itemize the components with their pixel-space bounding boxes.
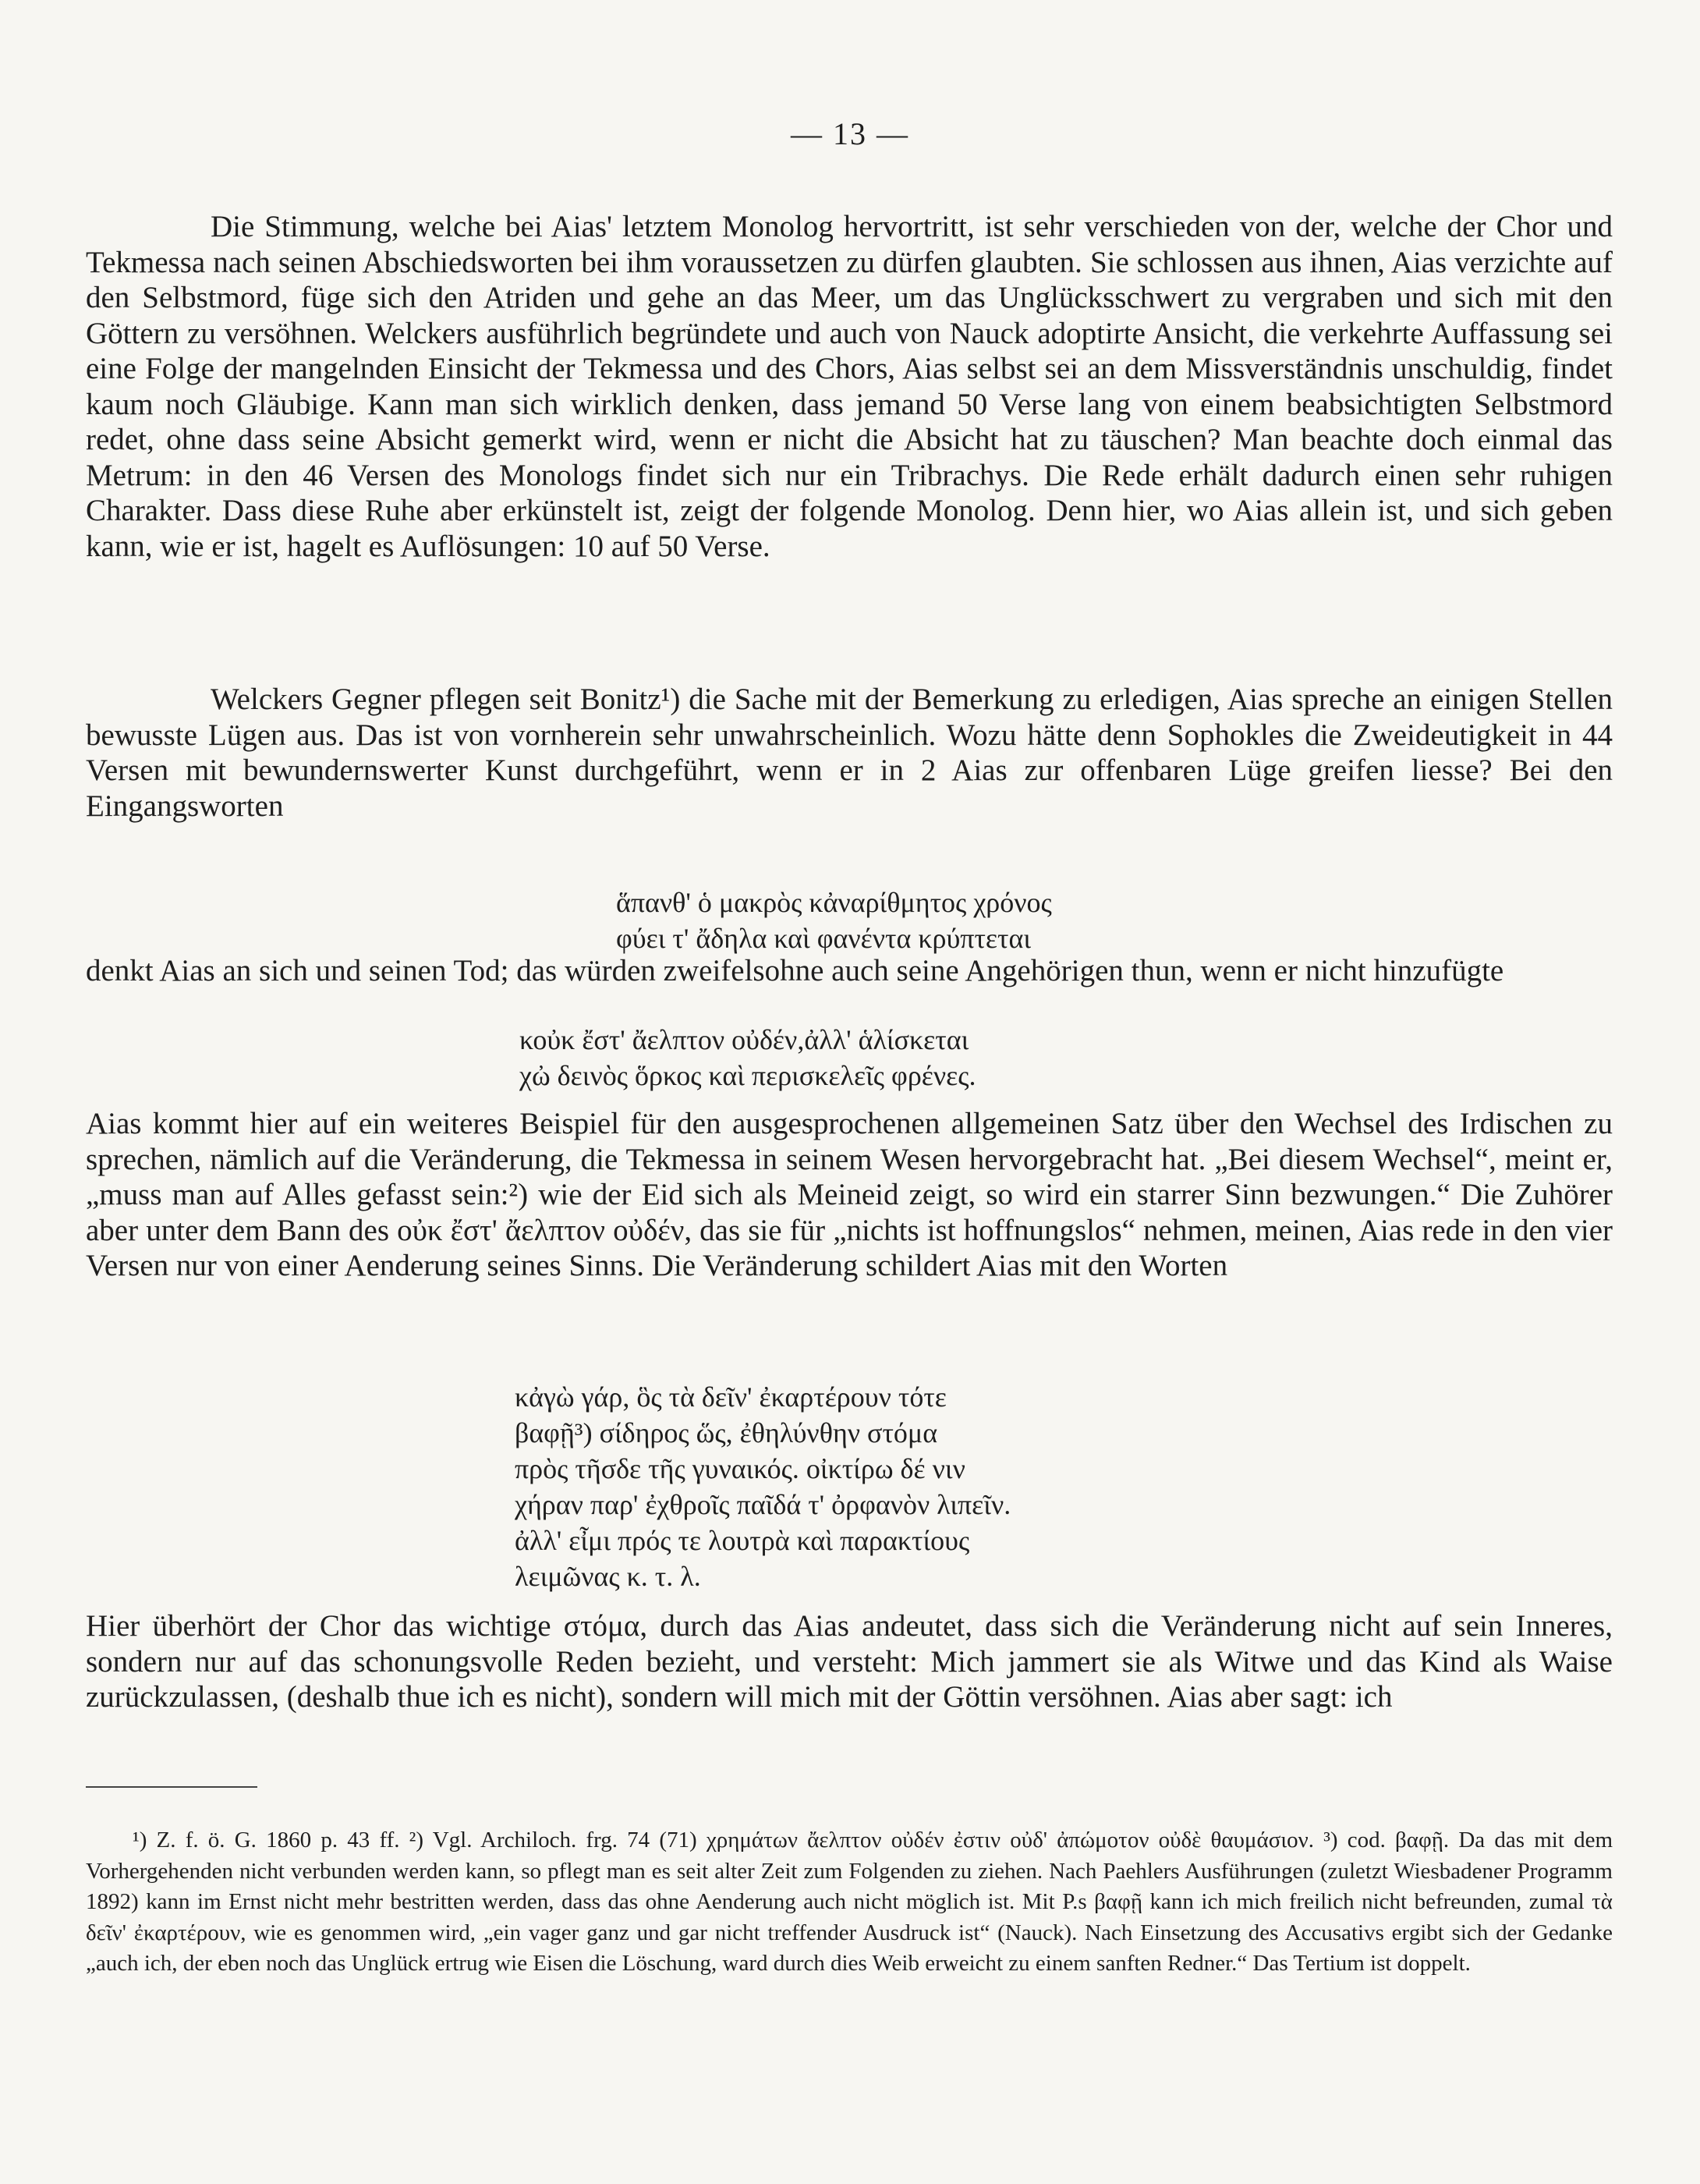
greek-verse: βαφῇ³) σίδηρος ὥς, ἐθηλύνθην στόμα (515, 1417, 938, 1448)
paragraph-text: Aias kommt hier auf ein weiteres Beispiel für den ausgesprochenen allgemeinen Satz über den Wechsel des Irdischen zu sprechen, nämlich auf die Veränderung, die Tekmessa in seinem Wesen hervorgebracht hat. „Bei diesem Wechsel“, meint er, „muss man auf Alles gefasst sein:²) wie der Eid sich als Meineid zeigt, so wird ein starrer Sinn bezwungen.“ Die Zuhörer aber unter dem Bann des οὐκ ἔστ' ἄελπτον οὐδέν, das sie für „nichts ist hoffnungslos“ nehmen, meinen, Aias rede in den vier Versen nur von einer Aenderung seines Sinns. Die Veränderung schildert Aias mit den Worten (86, 1107, 1613, 1282)
greek-quote-1 (616, 885, 1052, 956)
footnote-divider (86, 1786, 257, 1788)
footnote-text: ¹) Z. f. ö. G. 1860 p. 43 ff. ²) Vgl. Archiloch. frg. 74 (71) χρημάτων ἄελπτον οὐδέν ἐστιν οὐδ' ἀπώμοτον οὐδὲ θαυμάσιον. ³) cod. βαφῇ. Da das mit dem Vorhergehenden nicht verbunden werden kann, so pflegt man es seit alter Zeit zum Folgenden zu ziehen. Nach Paehlers Ausführungen (zuletzt Wiesbadener Programm 1892) kann im Ernst nicht mehr bestritten werden, dass das ohne Aenderung auch nicht möglich ist. Mit P.s βαφῇ kann ich mich freilich nicht befreunden, zumal τὰ δεῖν' ἐκαρτέρουν, wie es genommen wird, „ein vager ganz und gar nicht treffender Ausdruck ist“ (Nauck). Nach Einsetzung des Accusativs ergibt sich der Gedanke „auch ich, der eben noch das Unglück ertrug wie Eisen die Löschung, ward durch dies Weib erweicht zu einem sanften Redner.“ Das Tertium ist doppelt. (86, 1828, 1613, 1976)
paragraph-stimmung (86, 209, 1613, 564)
greek-verse: ἅπανθ' ὁ μακρὸς κἀναρίθμητος χρόνος (616, 887, 1052, 918)
greek-verse: λειμῶνας κ. τ. λ. (515, 1561, 701, 1592)
paragraph-text: Welckers Gegner pflegen seit Bonitz¹) die Sache mit der Bemerkung zu erledigen, Aias spreche an einigen Stellen bewusste Lügen aus. Das ist von vornherein sehr unwahrscheinlich. Wozu hätte denn Sophokles die Zweideutigkeit in 44 Versen mit bewundernswerter Kunst durchgeführt, wenn er in 2 Aias zur offenbaren Lüge greifen liesse? Bei den Eingangsworten (86, 682, 1613, 823)
greek-verse: κοὐκ ἔστ' ἄελπτον οὐδέν,ἀλλ' ἁλίσκεται (519, 1024, 969, 1055)
greek-verse: χὠ δεινὸς ὅρκος καὶ περισκελεῖς φρένες. (519, 1060, 976, 1091)
greek-quote-3 (515, 1379, 1011, 1594)
paragraph-welckers-gegner (86, 682, 1613, 824)
paragraph-hier-ueberhoert (86, 1608, 1613, 1715)
greek-verse: κἀγὼ γάρ, ὃς τὰ δεῖν' ἐκαρτέρουν τότε (515, 1381, 947, 1413)
paragraph-text: Hier überhört der Chor das wichtige στόμα, durch das Aias andeutet, dass sich die Veränderung nicht auf sein Inneres, sondern nur auf das schonungsvolle Reden bezieht, und versteht: Mich jammert sie als Witwe und das Kind als Waise zurückzulassen, (deshalb thue ich es nicht), sondern will mich mit der Göttin versöhnen. Aias aber sagt: ich (86, 1609, 1613, 1714)
greek-verse: πρὸς τῆσδε τῆς γυναικός. οἰκτίρω δέ νιν (515, 1453, 965, 1484)
paragraph-text: Die Stimmung, welche bei Aias' letztem Monolog hervortritt, ist sehr verschieden von der, welche der Chor und Tekmessa nach seinen Abschiedsworten bei ihm voraussetzen zu dürfen glaubten. Sie schlossen aus ihnen, Aias verzichte auf den Selbstmord, füge sich den Atriden und gehe an das Meer, um das Unglücksschwert zu vergraben und sich mit den Göttern zu versöhnen. Welckers ausführlich begründete und auch von Nauck adoptirte Ansicht, die verkehrte Auffassung sei eine Folge der mangelnden Einsicht der Tekmessa und des Chors, Aias selbst sei an dem Missverständnis unschuldig, findet kaum noch Gläubige. Kann man sich wirklich denken, dass jemand 50 Verse lang von einem beabsichtigten Selbstmord redet, ohne dass seine Absicht gemerkt wird, wenn er nicht die Absicht hat zu täuschen? Man beachte doch einmal das Metrum: in den 46 Versen des Monologs findet sich nur ein Tribrachys. Die Rede erhält dadurch einen sehr ruhigen Charakter. Dass diese Ruhe aber erkünstelt ist, zeigt der folgende Monolog. Denn hier, wo Aias allein ist, und sich geben kann, wie er ist, hagelt es Auflösungen: 10 auf 50 Verse. (86, 210, 1613, 563)
footnotes (86, 1825, 1613, 1980)
paragraph-text: denkt Aias an sich und seinen Tod; das würden zweifelsohne auch seine Angehörigen thun, wenn er nicht hinzufügte (86, 954, 1504, 987)
greek-verse: ἀλλ' εἶμι πρός τε λουτρὰ καὶ παρακτίους (515, 1525, 970, 1556)
greek-quote-2 (519, 1022, 976, 1094)
paragraph-denkt-aias (86, 953, 1613, 989)
paragraph-aias-kommt (86, 1106, 1613, 1284)
greek-verse: φύει τ' ἄδηλα καὶ φανέντα κρύπτεται (616, 923, 1032, 954)
greek-verse: χήραν παρ' ἐχθροῖς παῖδά τ' ὀρφανὸν λιπεῖν. (515, 1489, 1011, 1520)
page-number: — 13 — (791, 116, 909, 151)
